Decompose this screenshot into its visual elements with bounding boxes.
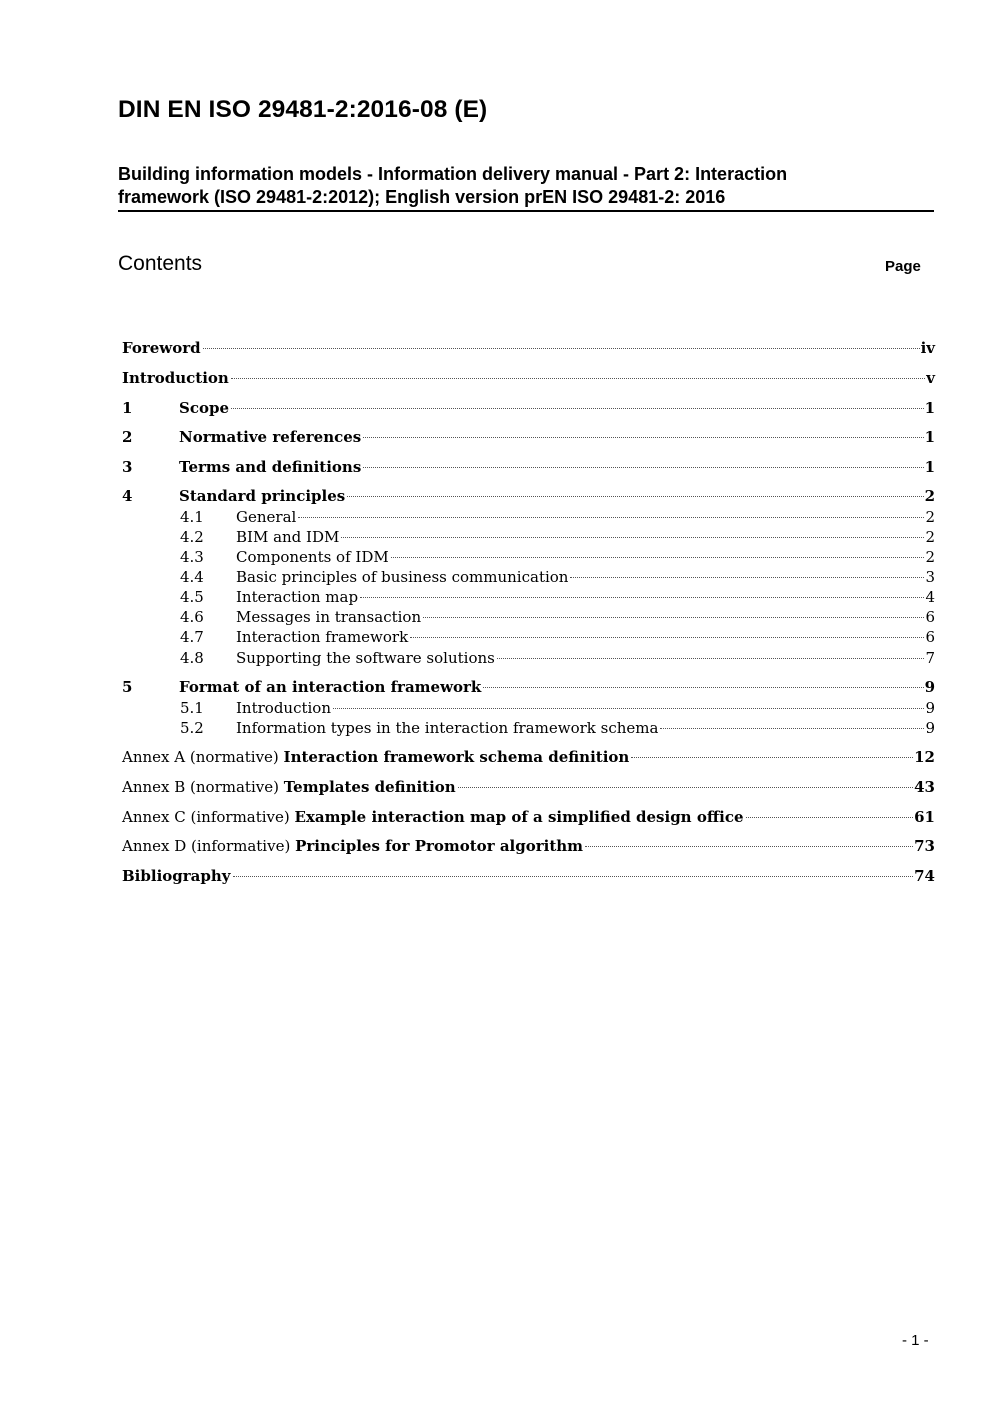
toc-entry-components-of-idm[interactable] [180, 547, 935, 567]
toc-entry-title: Supporting the software solutions [236, 649, 495, 667]
toc-annex-title: Example interaction map of a simplified design office [294, 808, 744, 826]
toc-entry-number: 4.2 [180, 528, 204, 546]
toc-entry-page: 2 [925, 508, 935, 526]
toc-annex-prefix: Annex A (normative) [122, 748, 284, 766]
toc-entry-title: Interaction map [236, 588, 359, 606]
toc-entry-title: Introduction [122, 369, 229, 387]
toc-entry-interaction-map[interactable] [180, 587, 935, 607]
toc-entry-number: 2 [122, 428, 133, 446]
toc-leader [203, 348, 920, 349]
toc-entry-bibliography[interactable] [122, 866, 935, 886]
toc-entry-standard-principles[interactable] [122, 486, 935, 506]
page-column-label: Page [885, 258, 921, 275]
toc-entry-page: 2 [925, 528, 935, 546]
toc-entry-number: 4.7 [180, 628, 204, 646]
toc-entry-annex-a[interactable] [122, 747, 935, 767]
toc-annex-prefix: Annex C (informative) [122, 808, 295, 826]
toc-entry-introduction[interactable] [122, 368, 935, 388]
toc-entry-page: 7 [925, 649, 935, 667]
toc-leader [363, 467, 923, 468]
toc-leader [746, 817, 914, 818]
toc-entry-information-types[interactable] [180, 718, 935, 738]
toc-entry-format-of-interaction-framework[interactable] [122, 677, 935, 697]
subtitle-line-1: Building information models - Information delivery manual - Part 2: Interaction [118, 164, 788, 184]
toc-entry-number: 5 [122, 678, 133, 696]
toc-annex-title: Templates definition [283, 778, 456, 796]
toc-entry-number: 4.6 [180, 608, 204, 626]
toc-entry-page: 73 [914, 837, 935, 855]
toc-entry-basic-principles[interactable] [180, 567, 935, 587]
toc-entry-title: General [236, 508, 297, 526]
toc-leader [458, 787, 913, 788]
toc-entry-number: 5.2 [180, 719, 204, 737]
toc-leader [570, 577, 924, 578]
toc-entry-page: 2 [925, 548, 935, 566]
toc-leader [423, 617, 924, 618]
toc-leader [341, 537, 924, 538]
contents-heading: Contents [118, 252, 203, 275]
toc-leader [231, 378, 925, 379]
toc-leader [233, 876, 914, 877]
toc-entry-supporting-software[interactable] [180, 648, 935, 668]
toc-leader [231, 408, 924, 409]
toc-entry-interaction-framework[interactable] [180, 627, 935, 647]
toc-entry-title: Information types in the interaction framework schema [236, 719, 659, 737]
toc-entry-number: 4.8 [180, 649, 204, 667]
toc-entry-page: 1 [924, 399, 935, 417]
toc-leader [631, 757, 913, 758]
toc-entry-page: 9 [925, 699, 935, 717]
toc-entry-title: Bibliography [122, 867, 231, 885]
toc-entry-page: 43 [914, 778, 935, 796]
toc-entry-title: Normative references [179, 428, 362, 446]
toc-entry-page: 9 [924, 678, 935, 696]
toc-entry-terms-and-definitions[interactable] [122, 457, 935, 477]
toc-leader [333, 708, 924, 709]
toc-leader [360, 597, 924, 598]
toc-entry-number: 4 [122, 487, 133, 505]
toc-entry-title: Foreword [122, 339, 201, 357]
toc-entry-page: 2 [924, 487, 935, 505]
toc-entry-title: Terms and definitions [179, 458, 362, 476]
subtitle-line-2: framework (ISO 29481-2:2012); English version prEN ISO 29481-2: 2016 [118, 187, 726, 207]
toc-entry-page: 3 [925, 568, 935, 586]
toc-entry-general[interactable] [180, 507, 935, 527]
toc-entry-messages-in-transaction[interactable] [180, 607, 935, 627]
toc-entry-page: 74 [914, 867, 935, 885]
toc-entry-annex-d[interactable] [122, 836, 935, 856]
toc-entry-annex-b[interactable] [122, 777, 935, 797]
toc-entry-number: 4.5 [180, 588, 204, 606]
toc-entry-title: Components of IDM [236, 548, 389, 566]
toc-entry-foreword[interactable] [122, 338, 935, 358]
toc-entry-number: 5.1 [180, 699, 204, 717]
toc-entry-page: 9 [925, 719, 935, 737]
toc-entry-scope[interactable] [122, 398, 935, 418]
toc-leader [391, 557, 925, 558]
toc-annex-prefix: Annex D (informative) [122, 837, 296, 855]
toc-entry-page: 1 [924, 458, 935, 476]
toc-entry-title: Introduction [236, 699, 331, 717]
toc-entry-page: 6 [925, 608, 935, 626]
toc-entry-introduction-5-1[interactable] [180, 698, 935, 718]
toc-entry-title: Format of an interaction framework [179, 678, 482, 696]
toc-annex-title: Principles for Promotor algorithm [295, 837, 584, 855]
toc-entry-number: 4.1 [180, 508, 204, 526]
toc-entry-title [122, 807, 744, 827]
toc-entry-title: Messages in transaction [236, 608, 422, 626]
toc-entry-annex-c[interactable] [122, 807, 935, 827]
toc-entry-title: Standard principles [179, 487, 346, 505]
toc-entry-number: 4.3 [180, 548, 204, 566]
toc-leader [497, 658, 925, 659]
toc-entry-number: 3 [122, 458, 133, 476]
toc-entry-page: v [926, 369, 935, 387]
toc-entry-title [122, 747, 629, 767]
toc-leader [298, 517, 924, 518]
toc-entry-page: 6 [925, 628, 935, 646]
toc-entry-normative-references[interactable] [122, 427, 935, 447]
toc-entry-title: Interaction framework [236, 628, 409, 646]
toc-entry-page: 61 [914, 808, 935, 826]
toc-leader [483, 687, 923, 688]
toc-entry-number: 4.4 [180, 568, 204, 586]
toc-entry-title: BIM and IDM [236, 528, 340, 546]
document-title: DIN EN ISO 29481-2:2016-08 (E) [118, 96, 488, 123]
toc-entry-title: Basic principles of business communication [236, 568, 569, 586]
toc-leader [363, 437, 923, 438]
toc-annex-title: Interaction framework schema definition [283, 748, 630, 766]
toc-entry-title: Scope [179, 399, 230, 417]
toc-leader [410, 637, 924, 638]
toc-entry-page: 12 [914, 748, 935, 766]
toc-entry-bim-and-idm[interactable] [180, 527, 935, 547]
toc-entry-number: 1 [122, 399, 133, 417]
page-number: - 1 - [902, 1332, 929, 1349]
toc-entry-title [122, 777, 456, 797]
toc-entry-title [122, 836, 583, 856]
toc-leader [585, 846, 913, 847]
toc-entry-page: 1 [924, 428, 935, 446]
toc-leader [347, 496, 923, 497]
toc-entry-page: iv [920, 339, 935, 357]
toc-annex-prefix: Annex B (normative) [122, 778, 284, 796]
toc-entry-page: 4 [925, 588, 935, 606]
toc-leader [660, 728, 924, 729]
